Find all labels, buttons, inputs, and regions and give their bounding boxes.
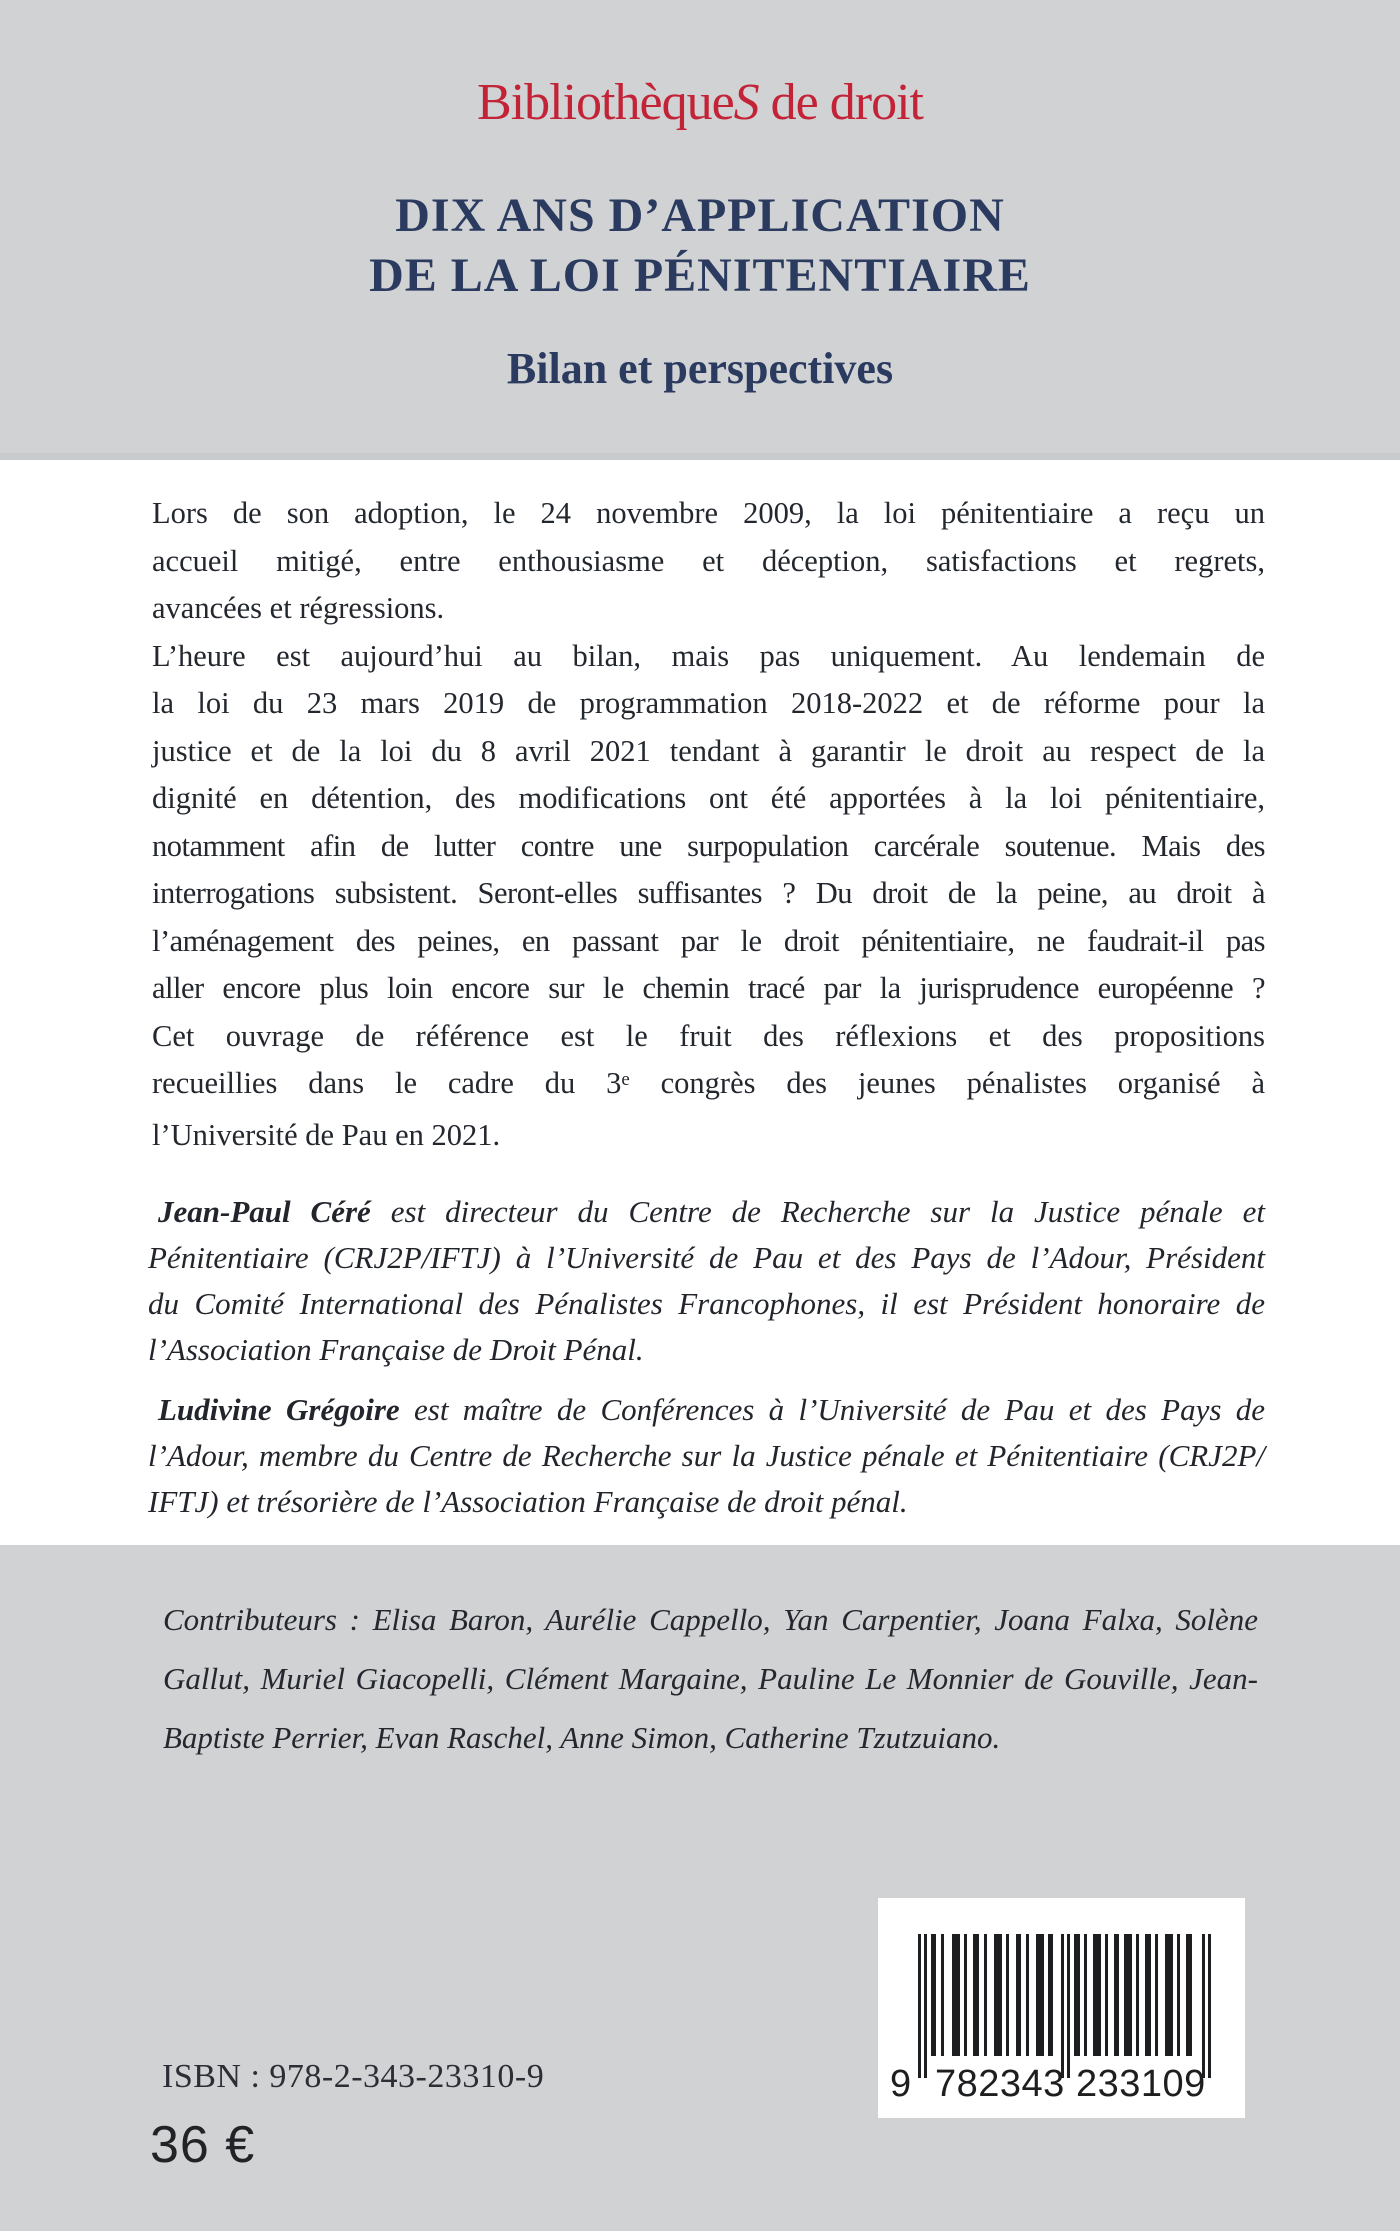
author-name: Ludivine Grégoire bbox=[158, 1392, 400, 1427]
author-bios bbox=[148, 1189, 1265, 1525]
bio-line: Ludivine Grégoire est maître de Conférences à l’Université de Pau et des Pays de bbox=[158, 1392, 1265, 1427]
contributors-line: Baptiste Perrier, Evan Raschel, Anne Simon, Catherine Tzutzuiano. bbox=[163, 1720, 1001, 1755]
bio-line: l’Adour, membre du Centre de Recherche sur la Justice pénale et Pénitentiaire (CRJ2P/ bbox=[148, 1438, 1265, 1473]
synopsis-line: recueillies dans le cadre du 3e congrès des jeunes pénalistes organisé à bbox=[152, 1066, 1265, 1100]
contributors-line: Contributeurs : Elisa Baron, Aurélie Cappello, Yan Carpentier, Joana Falxa, Solène bbox=[163, 1602, 1258, 1637]
synopsis bbox=[152, 490, 1265, 1159]
price-text: 36 € bbox=[150, 2116, 256, 2174]
isbn-text: ISBN : 978-2-343-23310-9 bbox=[162, 2058, 545, 2095]
synopsis-line: Lors de son adoption, le 24 novembre 2009, la loi pénitentiaire a reçu un bbox=[152, 496, 1265, 530]
synopsis-line: la loi du 23 mars 2019 de programmation 2018-2022 et de réforme pour la bbox=[152, 686, 1265, 720]
synopsis-line: accueil mitigé, entre enthousiasme et déception, satisfactions et regrets, bbox=[152, 543, 1265, 578]
superscript-e: e bbox=[621, 1068, 630, 1090]
synopsis-line: interrogations subsistent. Seront-elles suffisantes ? Du droit de la peine, au droit à bbox=[152, 876, 1265, 910]
author-bio-jean-paul-cere bbox=[148, 1189, 1265, 1373]
barcode-digits-group-1: 782343 bbox=[935, 2063, 1065, 2105]
synopsis-paragraph-2 bbox=[152, 633, 1265, 1013]
synopsis-line: l’Université de Pau en 2021. bbox=[152, 1117, 501, 1152]
series-title-swash-s: S bbox=[733, 74, 759, 131]
synopsis-line: aller encore plus loin encore sur le chemin tracé par la jurisprudence européenne ? bbox=[152, 971, 1265, 1005]
series-title bbox=[0, 73, 1400, 133]
synopsis-line: L’heure est aujourd’hui au bilan, mais pas uniquement. Au lendemain de bbox=[152, 638, 1265, 673]
author-bio-ludivine-gregoire bbox=[148, 1387, 1265, 1525]
book-title bbox=[0, 186, 1400, 306]
ean-barcode bbox=[878, 1898, 1245, 2118]
book-title-line-1: DIX ANS D’APPLICATION bbox=[395, 189, 1005, 242]
series-title-prefix: Bibliothèque bbox=[477, 74, 734, 131]
bio-line: l’Association Française de Droit Pénal. bbox=[148, 1332, 644, 1367]
synopsis-line: notamment afin de lutter contre une surpopulation carcérale soutenue. Mais des bbox=[152, 828, 1265, 863]
barcode-digits-group-2: 233109 bbox=[1076, 2063, 1206, 2105]
contributors bbox=[163, 1590, 1258, 1767]
contributors-line: Gallut, Muriel Giacopelli, Clément Margaine, Pauline Le Monnier de Gouville, Jean- bbox=[163, 1661, 1258, 1696]
bio-line: du Comité International des Pénalistes Francophones, il est Président honoraire de bbox=[148, 1286, 1265, 1321]
series-title-suffix: de droit bbox=[758, 74, 923, 131]
bio-line: Pénitentiaire (CRJ2P/IFTJ) à l’Université de Pau et des Pays de l’Adour, Président bbox=[148, 1240, 1265, 1275]
synopsis-line: dignité en détention, des modifications ont été apportées à la loi pénitentiaire, bbox=[152, 781, 1265, 815]
author-name: Jean-Paul Céré bbox=[158, 1194, 371, 1229]
synopsis-line: avancées et régressions. bbox=[152, 591, 445, 625]
bio-line: IFTJ) et trésorière de l’Association Française de droit pénal. bbox=[148, 1484, 908, 1519]
synopsis-line: Cet ouvrage de référence est le fruit des réflexions et des propositions bbox=[152, 1018, 1265, 1053]
book-subtitle: Bilan et perspectives bbox=[506, 344, 894, 393]
bio-line: Jean-Paul Céré est directeur du Centre de Recherche sur la Justice pénale et bbox=[158, 1194, 1265, 1229]
book-title-line-2: DE LA LOI PÉNITENTIAIRE bbox=[369, 249, 1031, 302]
synopsis-line: l’aménagement des peines, en passant par le droit pénitentiaire, ne faudrait-il pas bbox=[152, 923, 1265, 958]
synopsis-paragraph-3 bbox=[152, 1013, 1265, 1160]
barcode-bars bbox=[878, 1898, 1245, 2118]
synopsis-line: justice et de la loi du 8 avril 2021 tendant à garantir le droit au respect de la bbox=[152, 733, 1265, 768]
barcode-digit-left: 9 bbox=[890, 2063, 912, 2105]
synopsis-paragraph-1 bbox=[152, 490, 1265, 633]
